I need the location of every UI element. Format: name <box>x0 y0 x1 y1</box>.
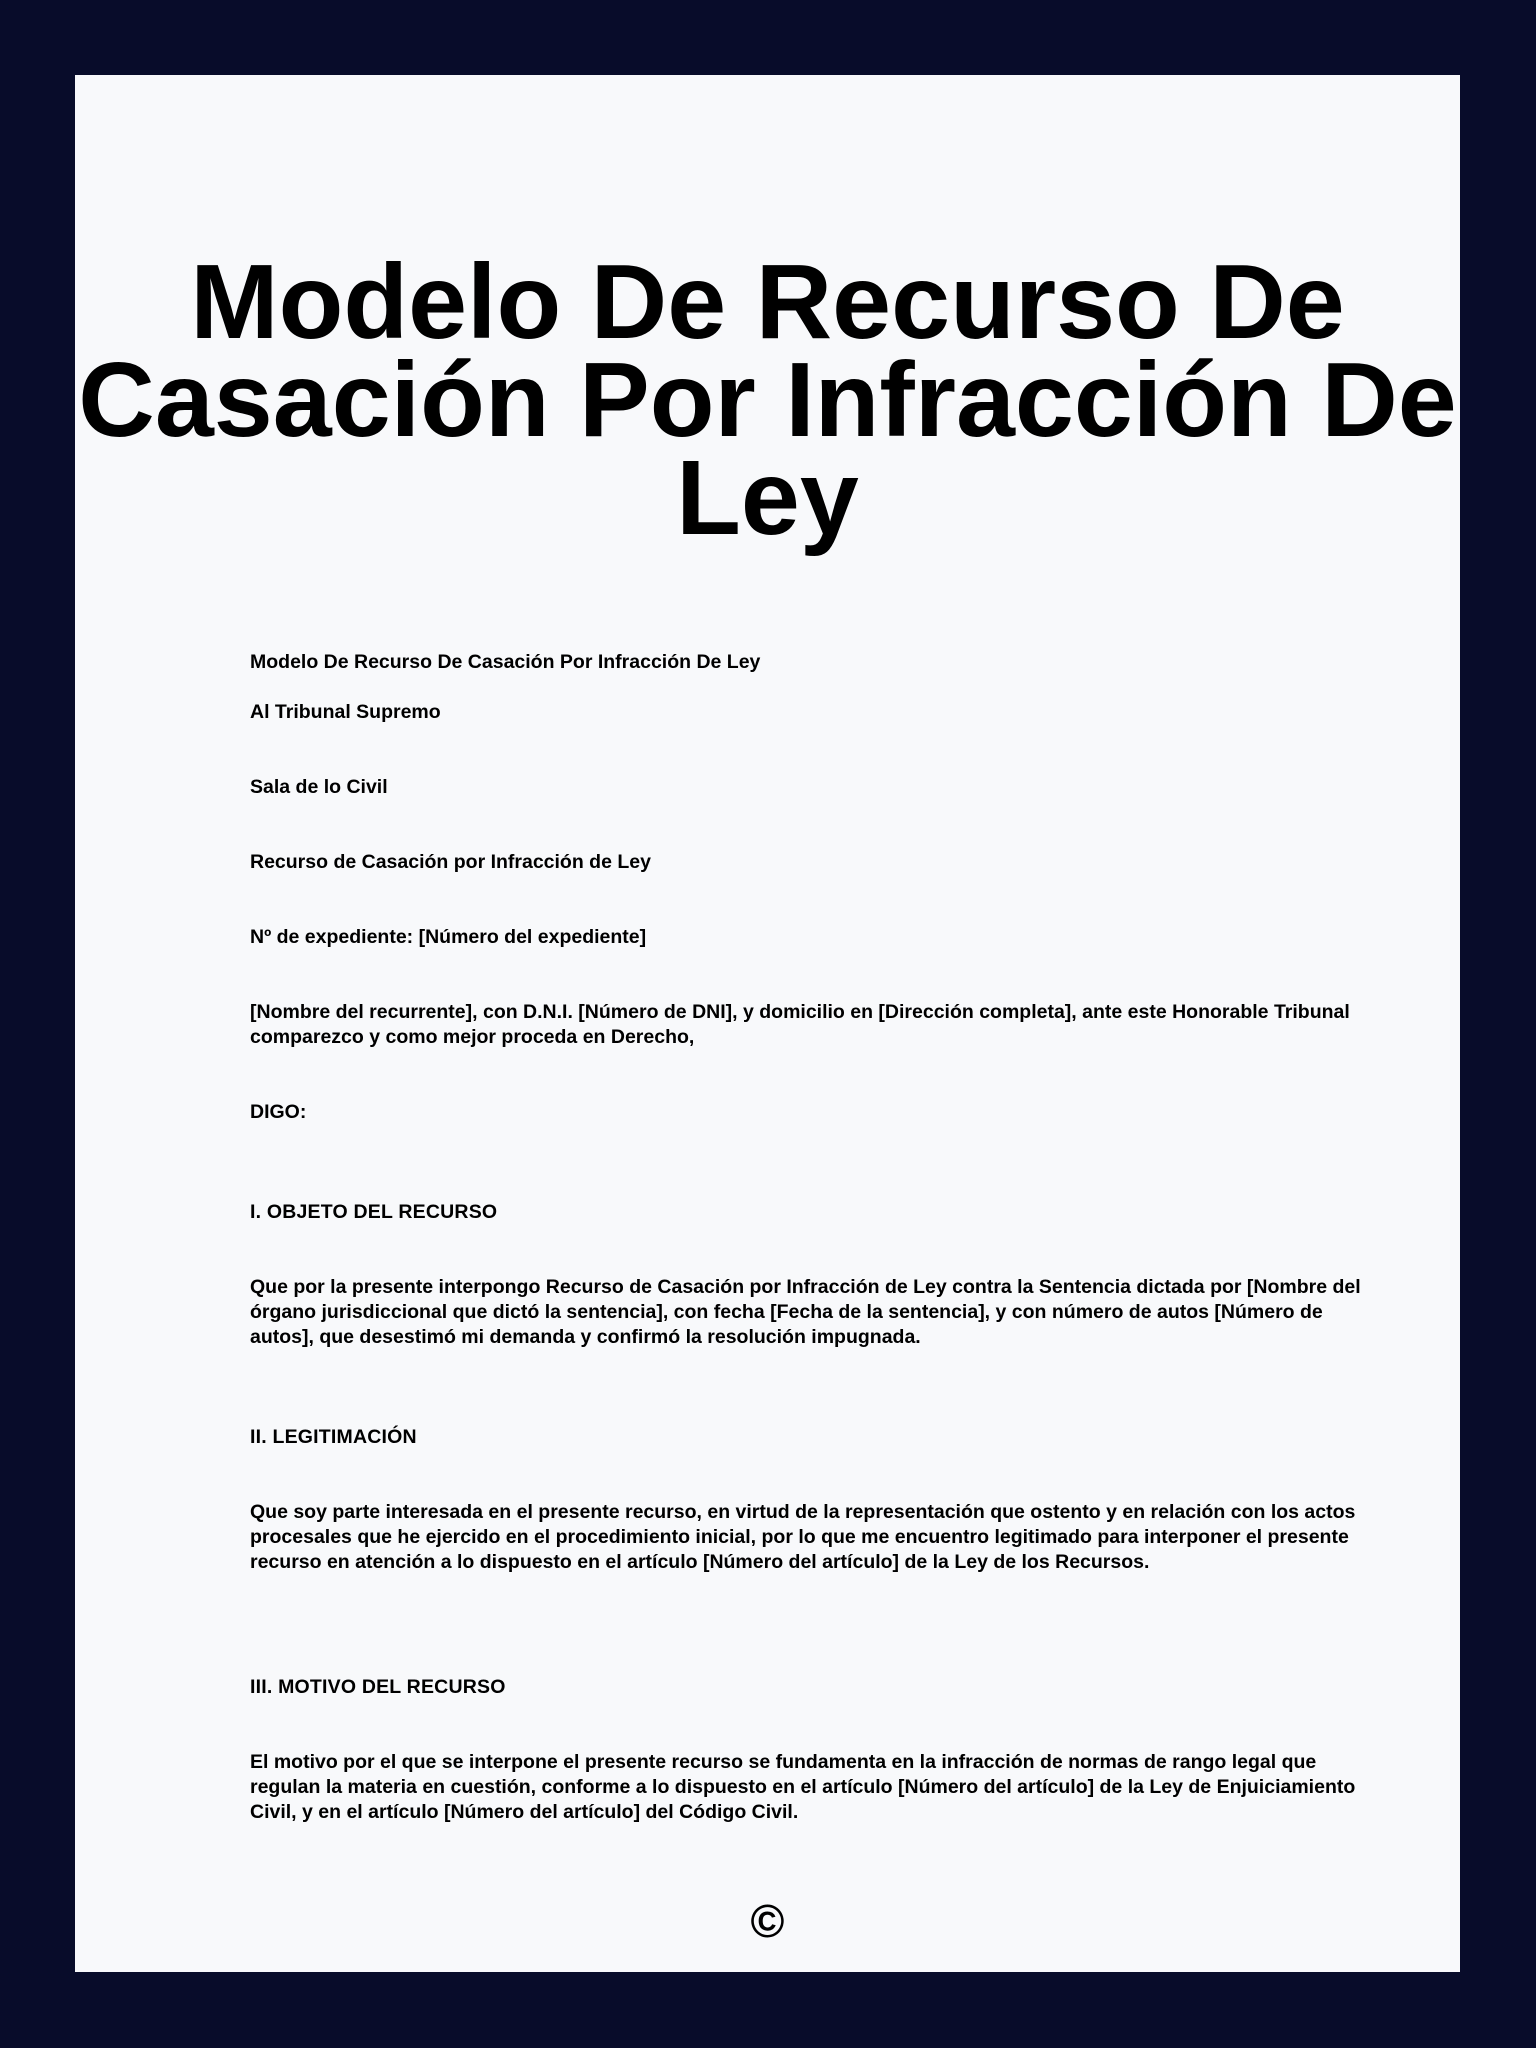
section-text-object: Que por la presente interpongo Recurso de Casación por Infracción de Ley contra la Sentencia dictada por [Nombre del órgano jurisdiccional que dictó la sentencia], con fecha [Fecha de la sentencia], y con número de autos [Número de autos], que desestimó mi demanda y confirmó la resolución impugnada. <box>250 1276 1361 1348</box>
addressee: Al Tribunal Supremo <box>250 701 441 723</box>
digo-heading: DIGO: <box>250 1101 307 1123</box>
copyright-icon: © <box>750 1895 785 1947</box>
appellant-intro: [Nombre del recurrente], con D.N.I. [Número de DNI], y domicilio en [Dirección completa], ante este Honorable Tribunal comparezco y como mejor proceda en Derecho, <box>250 1001 1350 1048</box>
section-heading-motive: III. MOTIVO DEL RECURSO <box>250 1676 506 1698</box>
section-heading-object: I. OBJETO DEL RECURSO <box>250 1201 498 1223</box>
case-number: Nº de expediente: [Número del expediente] <box>250 926 647 948</box>
document-page <box>75 75 1460 1972</box>
section-text-legitimation: Que soy parte interesada en el presente recurso, en virtud de la representación que ostento y en relación con los actos procesales que he ejercido en el procedimiento inicial, por lo que me encuentro legitimado para interponer el presente recurso en atención a lo dispuesto en el artículo [Número del artículo] de la Ley de los Recursos. <box>250 1501 1356 1573</box>
appeal-type: Recurso de Casación por Infracción de Ley <box>250 851 651 873</box>
document-title: Modelo De Recurso De Casación Por Infracción De Ley <box>78 243 1457 557</box>
section-heading-legitimation: II. LEGITIMACIÓN <box>250 1426 417 1448</box>
chamber: Sala de lo Civil <box>250 776 388 798</box>
section-text-motive: El motivo por el que se interpone el presente recurso se fundamenta en la infracción de normas de rango legal que regulan la materia en cuestión, conforme a lo dispuesto en el artículo [Número del artículo] de la Ley de Enjuiciamiento Civil, y en el artículo [Número del artículo] del Código Civil. <box>250 1751 1356 1823</box>
doc-subtitle: Modelo De Recurso De Casación Por Infracción De Ley <box>250 651 761 673</box>
